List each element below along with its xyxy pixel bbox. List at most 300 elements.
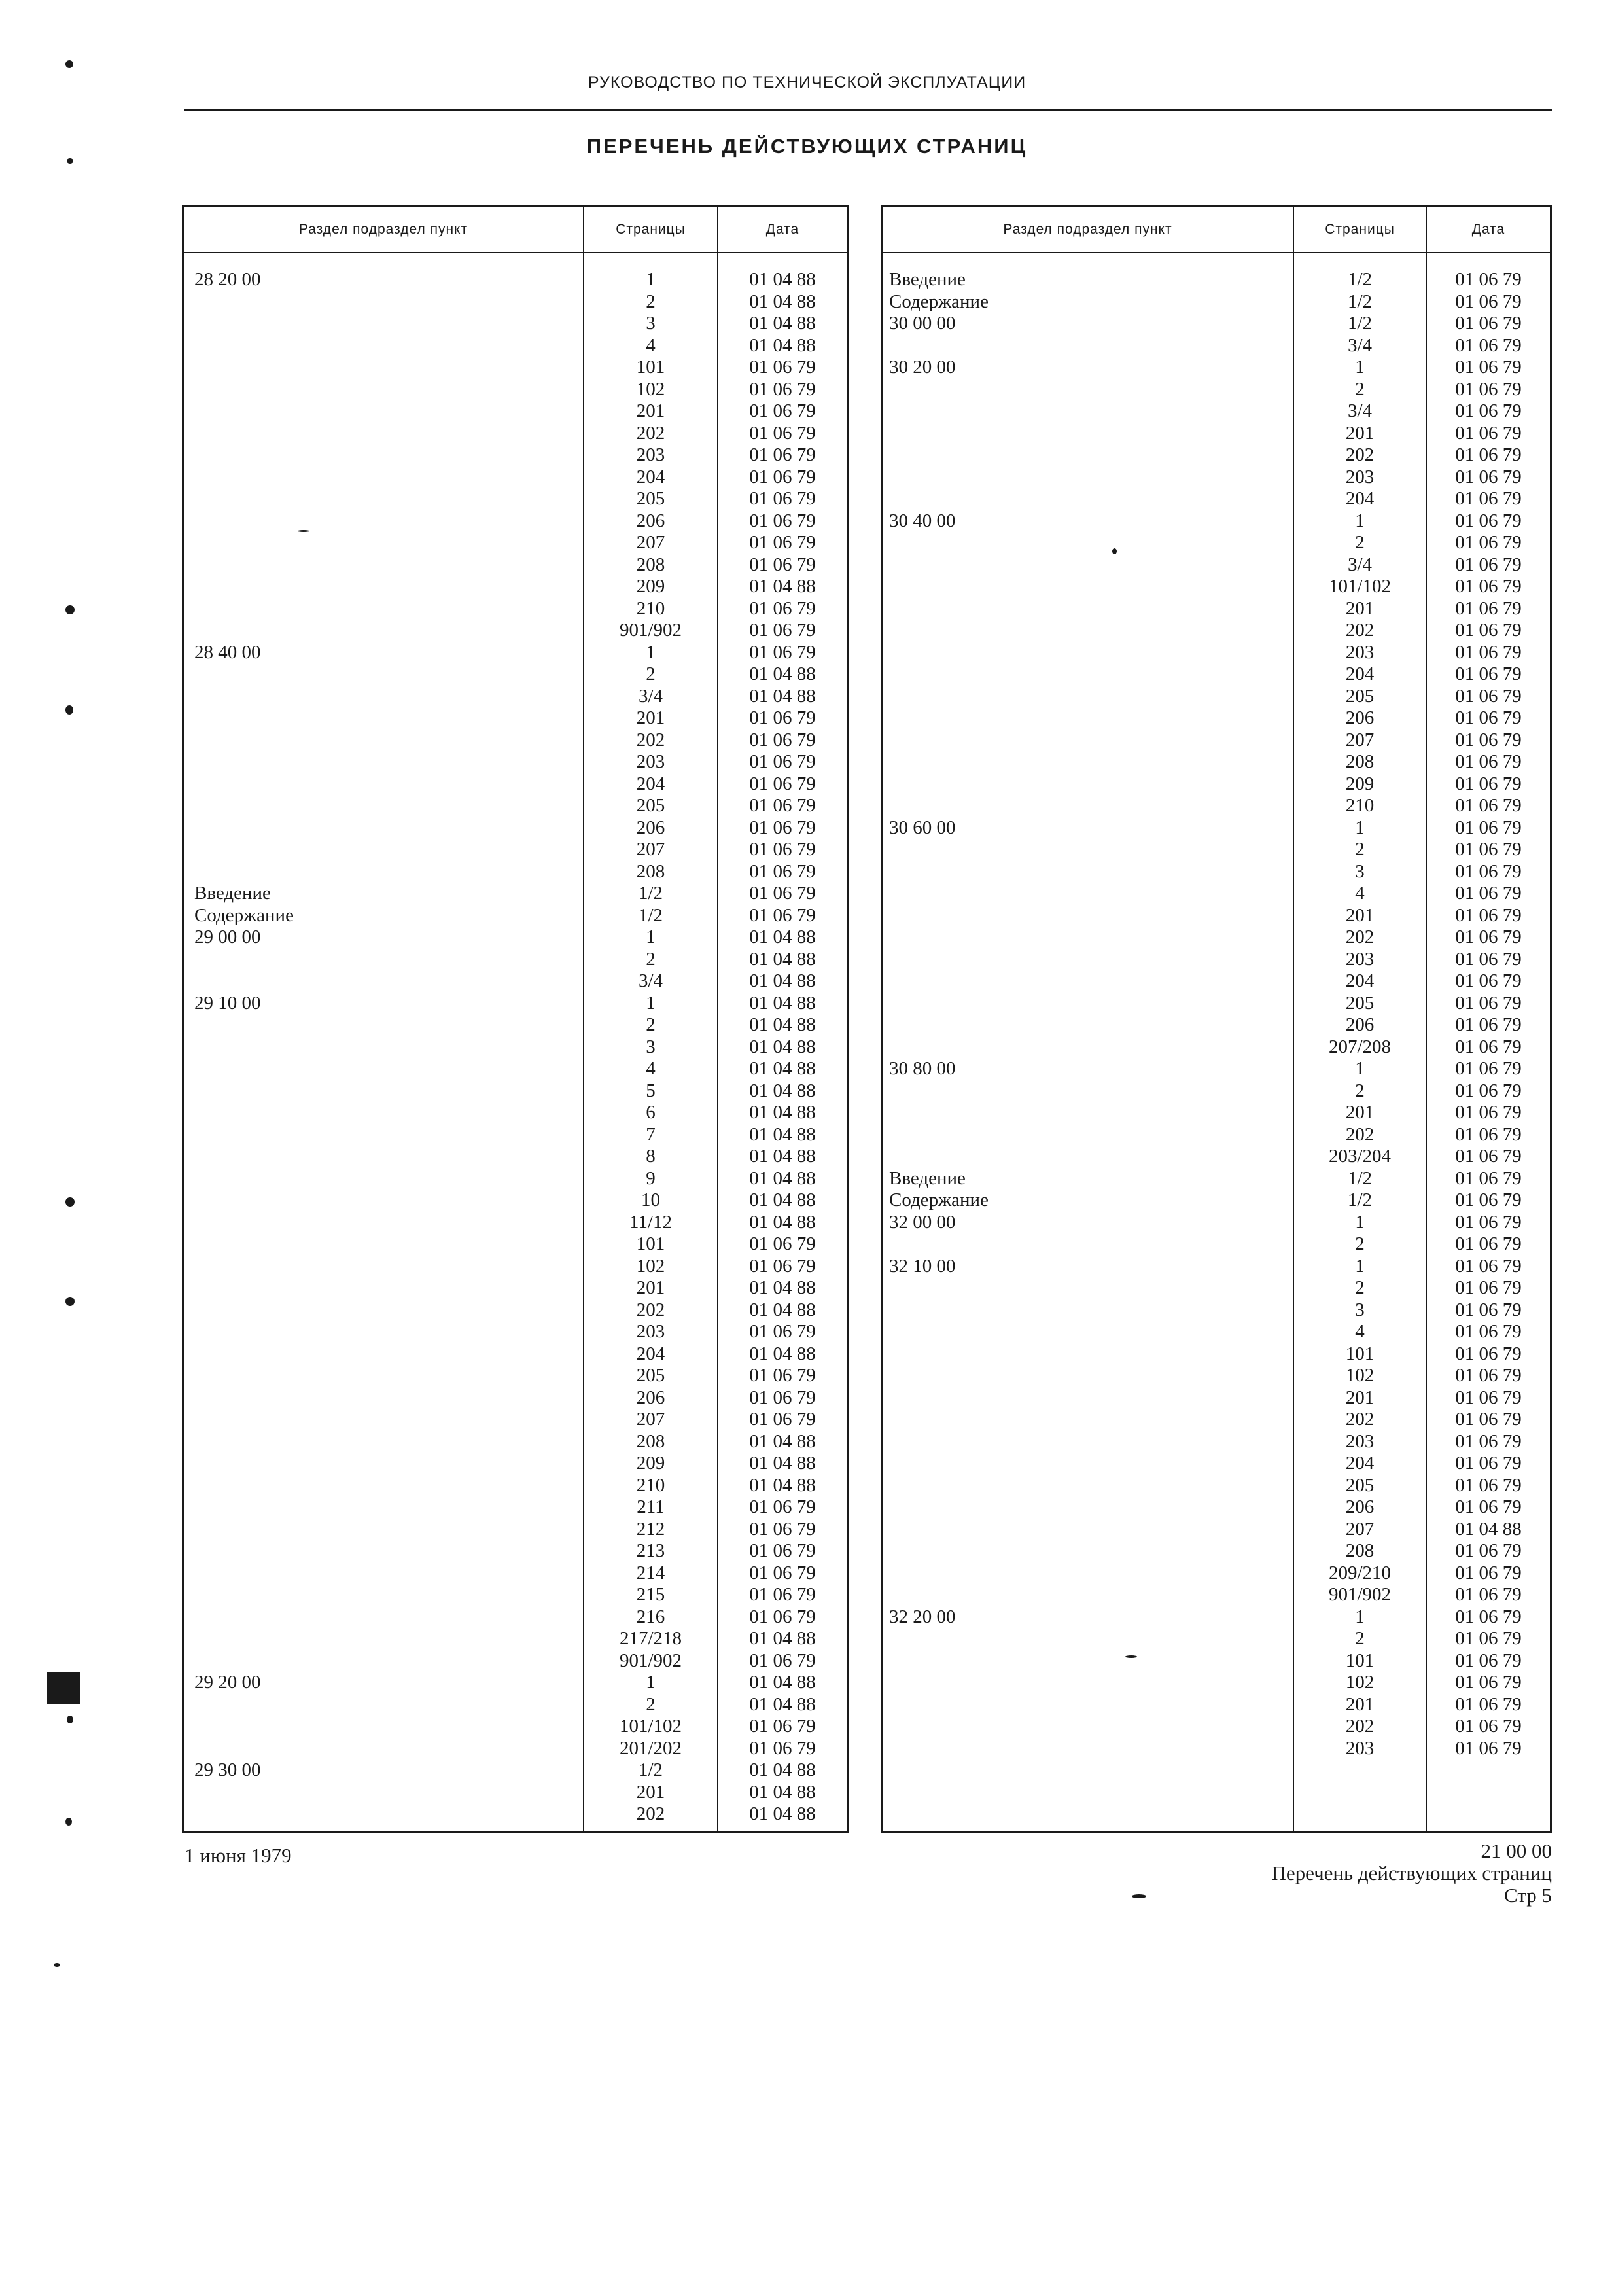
scan-mark [47, 1672, 80, 1704]
date-cell: 01 06 79 [1455, 795, 1522, 816]
table-row [184, 1277, 847, 1299]
table-row [883, 1387, 1550, 1409]
table-row [883, 488, 1550, 510]
date-cell: 01 06 79 [1455, 1080, 1522, 1101]
date-cell: 01 04 88 [749, 576, 816, 597]
date-cell: 01 06 79 [749, 1321, 816, 1342]
table-row [883, 817, 1550, 839]
date-cell: 01 06 79 [1455, 1146, 1522, 1167]
left-pages-table [182, 205, 849, 1833]
date-cell: 01 06 79 [749, 1386, 816, 1408]
table-row [883, 730, 1550, 752]
date-cell: 01 06 79 [1455, 817, 1522, 838]
footer-chapter: 21 00 00 [1481, 1839, 1552, 1862]
date-cell: 01 04 88 [749, 663, 816, 684]
table-row [184, 795, 847, 817]
date-cell: 01 06 79 [1455, 444, 1522, 465]
date-cell: 01 06 79 [749, 1409, 816, 1430]
date-cell: 01 06 79 [1455, 729, 1522, 751]
pages-cell: 217/218 [619, 1628, 682, 1649]
date-cell: 01 06 79 [1455, 466, 1522, 487]
date-cell: 01 04 88 [749, 1672, 816, 1693]
pages-cell: 4 [1355, 883, 1365, 904]
table-row [184, 379, 847, 401]
table-row [184, 1540, 847, 1563]
date-cell: 01 06 79 [749, 554, 816, 575]
table-row [184, 357, 847, 379]
pages-cell: 202 [636, 422, 665, 444]
table-row [184, 423, 847, 445]
pages-cell: 206 [636, 1386, 665, 1408]
scan-mark [65, 1297, 75, 1306]
table-row [184, 730, 847, 752]
scan-mark [1112, 548, 1117, 554]
pages-cell: 201 [1345, 1102, 1375, 1123]
scan-mark [67, 158, 73, 164]
pages-cell: 3 [646, 313, 656, 334]
table-row [184, 1431, 847, 1453]
date-cell: 01 06 79 [1455, 554, 1522, 575]
table-row [883, 1146, 1550, 1168]
table-row [883, 1058, 1550, 1080]
date-cell: 01 06 79 [749, 795, 816, 816]
date-cell: 01 06 79 [1455, 641, 1522, 663]
pages-cell: 206 [636, 817, 665, 838]
pages-cell: 205 [1345, 685, 1375, 707]
date-cell: 01 04 88 [749, 1080, 816, 1101]
table-row [184, 1256, 847, 1278]
table-row [883, 1475, 1550, 1497]
date-cell: 01 06 79 [749, 1716, 816, 1737]
date-cell: 01 06 79 [1455, 860, 1522, 882]
right-table-body [883, 269, 1550, 1759]
table-row [883, 1584, 1550, 1606]
pages-cell: 102 [1345, 1365, 1375, 1386]
table-row [184, 1124, 847, 1146]
pages-cell: 901/902 [619, 620, 682, 641]
table-row [184, 883, 847, 905]
pages-cell: 901/902 [619, 1650, 682, 1671]
date-cell: 01 06 79 [1455, 1650, 1522, 1671]
table-row [184, 1387, 847, 1409]
date-cell: 01 06 79 [1455, 1014, 1522, 1035]
table-row [184, 291, 847, 313]
table-row [184, 444, 847, 467]
page-heading: ПЕРЕЧЕНЬ ДЕЙСТВУЮЩИХ СТРАНИЦ [586, 135, 1028, 158]
table-row [883, 291, 1550, 313]
date-cell: 01 06 79 [749, 1233, 816, 1254]
column-header-pages: Страницы [616, 222, 686, 237]
pages-cell: 2 [1355, 532, 1365, 553]
date-cell: 01 06 79 [749, 510, 816, 531]
section-cell: 28 40 00 [194, 641, 261, 663]
table-row [883, 949, 1550, 971]
pages-cell: 9 [646, 1167, 656, 1189]
footer-section-title: Перечень действующих страниц [1271, 1862, 1552, 1884]
date-cell: 01 06 79 [749, 839, 816, 860]
date-cell: 01 06 79 [1455, 1123, 1522, 1145]
table-row [883, 444, 1550, 467]
table-header-row [184, 207, 847, 253]
section-cell: 29 30 00 [194, 1759, 261, 1780]
table-row [184, 532, 847, 554]
pages-cell: 205 [1345, 992, 1375, 1014]
scan-mark [65, 1197, 75, 1207]
table-row [184, 1409, 847, 1431]
table-row [883, 1212, 1550, 1234]
pages-cell: 208 [1345, 1540, 1375, 1561]
pages-cell: 207 [636, 532, 665, 553]
table-row [184, 269, 847, 291]
pages-cell: 206 [636, 510, 665, 531]
table-row [184, 1321, 847, 1343]
pages-cell: 212 [636, 1518, 665, 1540]
pages-cell: 2 [646, 1693, 656, 1715]
date-cell: 01 06 79 [1455, 839, 1522, 860]
column-header-date: Дата [765, 222, 799, 237]
table-row [184, 467, 847, 489]
pages-cell: 101 [636, 1233, 665, 1254]
pages-cell: 2 [1355, 1628, 1365, 1649]
date-cell: 01 04 88 [749, 1343, 816, 1364]
date-cell: 01 06 79 [1455, 488, 1522, 509]
pages-cell: 204 [1345, 488, 1375, 509]
pages-cell: 11/12 [629, 1211, 672, 1233]
scan-mark [67, 1716, 73, 1723]
date-cell: 01 06 79 [1455, 269, 1522, 290]
pages-cell: 203 [636, 444, 665, 465]
pages-cell: 205 [636, 1365, 665, 1386]
date-cell: 01 04 88 [749, 1190, 816, 1210]
date-cell: 01 06 79 [749, 1365, 816, 1386]
pages-cell: 101 [1345, 1650, 1375, 1671]
date-cell: 01 06 79 [1455, 1737, 1522, 1759]
table-row [184, 707, 847, 730]
table-row [184, 1475, 847, 1497]
pages-cell: 3 [646, 1036, 656, 1057]
table-row [184, 400, 847, 423]
table-row [184, 773, 847, 796]
date-cell: 01 06 79 [1455, 1693, 1522, 1715]
pages-cell: 204 [1345, 663, 1375, 684]
date-cell: 01 06 79 [1455, 1277, 1522, 1298]
date-cell: 01 06 79 [1455, 1496, 1522, 1517]
pages-cell: 205 [636, 488, 665, 509]
date-cell: 01 06 79 [749, 1584, 816, 1605]
table-row [184, 1343, 847, 1366]
date-cell: 01 06 79 [1455, 1190, 1522, 1210]
date-cell: 01 06 79 [749, 422, 816, 444]
table-row [883, 1080, 1550, 1103]
date-cell: 01 04 88 [749, 1474, 816, 1496]
date-cell: 01 06 79 [1455, 1211, 1522, 1233]
date-cell: 01 06 79 [749, 707, 816, 728]
date-cell: 01 06 79 [1455, 291, 1522, 312]
table-row [184, 1716, 847, 1738]
section-cell: 29 20 00 [194, 1672, 261, 1693]
date-cell: 01 06 79 [1455, 357, 1522, 378]
header-rule [184, 109, 1552, 111]
table-row [883, 269, 1550, 291]
pages-cell: 101 [1345, 1343, 1375, 1364]
date-cell: 01 06 79 [1455, 576, 1522, 597]
pages-cell: 209 [636, 576, 665, 597]
table-row [184, 1365, 847, 1387]
table-row [184, 751, 847, 773]
date-cell: 01 06 79 [749, 860, 816, 882]
pages-cell: 8 [646, 1146, 656, 1167]
pages-cell: 203 [1345, 1430, 1375, 1452]
pages-cell: 213 [636, 1540, 665, 1561]
pages-cell: 101/102 [1328, 576, 1392, 597]
pages-cell: 1 [1355, 817, 1365, 838]
pages-cell: 201 [1345, 1386, 1375, 1408]
date-cell: 01 06 79 [1455, 904, 1522, 926]
date-cell: 01 04 88 [749, 1277, 816, 1298]
date-cell: 01 06 79 [1455, 773, 1522, 794]
table-row [883, 1738, 1550, 1760]
pages-cell: 204 [1345, 1453, 1375, 1474]
date-cell: 01 06 79 [749, 1606, 816, 1627]
date-cell: 01 04 88 [749, 313, 816, 334]
table-row [184, 576, 847, 598]
pages-cell: 1 [1355, 1606, 1365, 1627]
date-cell: 01 06 79 [749, 1737, 816, 1759]
table-row [883, 773, 1550, 796]
date-cell: 01 06 79 [749, 773, 816, 794]
date-cell: 01 06 79 [1455, 313, 1522, 334]
pages-cell: 1/2 [1347, 291, 1373, 312]
date-cell: 01 04 88 [749, 1299, 816, 1320]
pages-cell: 2 [646, 948, 656, 970]
date-cell: 01 04 88 [749, 1102, 816, 1123]
table-row [883, 993, 1550, 1015]
date-cell: 01 06 79 [749, 488, 816, 509]
scan-mark [1125, 1655, 1137, 1658]
date-cell: 01 06 79 [1455, 1409, 1522, 1430]
date-cell: 01 04 88 [749, 1123, 816, 1145]
table-row [184, 1190, 847, 1212]
date-cell: 01 06 79 [1455, 1628, 1522, 1649]
pages-cell: 3/4 [1347, 334, 1373, 356]
table-row [184, 335, 847, 357]
pages-cell: 1/2 [1347, 269, 1373, 290]
date-cell: 01 04 88 [749, 1014, 816, 1035]
pages-cell: 210 [636, 597, 665, 619]
pages-cell: 2 [646, 663, 656, 684]
pages-cell: 3 [1355, 860, 1365, 882]
table-row [883, 1190, 1550, 1212]
pages-cell: 208 [636, 860, 665, 882]
table-row [883, 1124, 1550, 1146]
section-cell: Введение [194, 883, 271, 904]
scan-mark [298, 530, 309, 532]
table-row [883, 839, 1550, 861]
pages-cell: 201 [1345, 422, 1375, 444]
pages-cell: 207 [1345, 729, 1375, 751]
pages-cell: 201 [1345, 1693, 1375, 1715]
table-row [184, 488, 847, 510]
pages-cell: 201/202 [619, 1737, 682, 1759]
table-row [184, 1738, 847, 1760]
section-cell: 30 00 00 [889, 313, 956, 334]
pages-cell: 203 [636, 751, 665, 772]
date-cell: 01 06 79 [749, 444, 816, 465]
pages-cell: 1 [646, 992, 656, 1014]
table-row [883, 1606, 1550, 1629]
pages-cell: 2 [1355, 839, 1365, 860]
pages-cell: 10 [641, 1190, 660, 1210]
table-row [883, 1694, 1550, 1716]
table-row [883, 642, 1550, 664]
date-cell: 01 06 79 [1455, 1606, 1522, 1627]
table-row [184, 839, 847, 861]
table-row [184, 817, 847, 839]
table-row [883, 1365, 1550, 1387]
pages-cell: 205 [1345, 1474, 1375, 1496]
table-row [184, 970, 847, 993]
table-row [883, 1716, 1550, 1738]
date-cell: 01 06 79 [1455, 948, 1522, 970]
date-cell: 01 06 79 [1455, 1540, 1522, 1561]
date-cell: 01 06 79 [749, 1518, 816, 1540]
table-row [184, 1606, 847, 1629]
table-row [184, 663, 847, 686]
table-row [184, 949, 847, 971]
date-cell: 01 04 88 [749, 1211, 816, 1233]
pages-cell: 102 [1345, 1672, 1375, 1693]
date-cell: 01 06 79 [1455, 1167, 1522, 1189]
table-row [883, 1299, 1550, 1322]
section-cell: Содержание [889, 1190, 989, 1210]
table-row [883, 1563, 1550, 1585]
section-cell: Содержание [889, 291, 989, 312]
pages-cell: 204 [636, 773, 665, 794]
pages-cell: 203 [1345, 1737, 1375, 1759]
table-row [184, 1563, 847, 1585]
pages-cell: 201 [636, 1781, 665, 1803]
table-row [184, 1759, 847, 1782]
table-row [883, 1102, 1550, 1124]
table-row [184, 1233, 847, 1256]
date-cell: 01 06 79 [749, 1496, 816, 1517]
scan-mark [1132, 1894, 1146, 1898]
table-row [883, 1453, 1550, 1475]
pages-cell: 4 [1355, 1321, 1365, 1342]
date-cell: 01 04 88 [749, 334, 816, 356]
date-cell: 01 06 79 [1455, 1321, 1522, 1342]
pages-cell: 206 [1345, 1014, 1375, 1035]
column-header-section: Раздел подраздел пункт [298, 222, 468, 237]
date-cell: 01 04 88 [749, 685, 816, 707]
pages-cell: 2 [1355, 1080, 1365, 1101]
pages-cell: 201 [636, 400, 665, 421]
pages-cell: 206 [1345, 707, 1375, 728]
table-row [184, 1519, 847, 1541]
pages-cell: 214 [636, 1562, 665, 1583]
pages-cell: 1/2 [1347, 1190, 1373, 1210]
pages-cell: 901/902 [1328, 1584, 1392, 1605]
pages-cell: 1/2 [638, 904, 663, 926]
pages-cell: 1 [646, 927, 656, 947]
table-row [883, 1168, 1550, 1190]
date-cell: 01 06 79 [749, 532, 816, 553]
table-row [883, 1343, 1550, 1366]
pages-cell: 204 [636, 466, 665, 487]
section-cell: 32 20 00 [889, 1606, 956, 1627]
pages-cell: 207 [636, 839, 665, 860]
pages-cell: 207 [636, 1409, 665, 1430]
table-row [883, 1277, 1550, 1299]
date-cell: 01 06 79 [1455, 1672, 1522, 1693]
date-cell: 01 04 88 [749, 1430, 816, 1452]
section-cell: 29 00 00 [194, 927, 261, 947]
scan-mark [65, 60, 73, 68]
table-row [184, 686, 847, 708]
date-cell: 01 06 79 [1455, 1453, 1522, 1474]
table-row [883, 1519, 1550, 1541]
pages-cell: 3/4 [1347, 400, 1373, 421]
running-title: РУКОВОДСТВО ПО ТЕХНИЧЕСКОЙ ЭКСПЛУАТАЦИИ [588, 73, 1026, 92]
pages-cell: 1 [1355, 1255, 1365, 1277]
footer-page-number: Стр 5 [1504, 1884, 1552, 1907]
date-cell: 01 04 88 [749, 1058, 816, 1079]
pages-cell: 1/2 [638, 883, 663, 904]
table-row [883, 554, 1550, 576]
date-cell: 01 04 88 [749, 992, 816, 1014]
pages-cell: 7 [646, 1123, 656, 1145]
date-cell: 01 04 88 [1455, 1518, 1522, 1540]
table-row [883, 751, 1550, 773]
date-cell: 01 06 79 [749, 1562, 816, 1583]
date-cell: 01 06 79 [1455, 1365, 1522, 1386]
table-row [883, 663, 1550, 686]
section-cell: Содержание [194, 904, 294, 926]
table-row [883, 1233, 1550, 1256]
pages-cell: 101 [636, 357, 665, 378]
table-row [883, 1650, 1550, 1672]
table-row [184, 1014, 847, 1036]
pages-cell: 2 [1355, 1233, 1365, 1254]
date-cell: 01 04 88 [749, 1167, 816, 1189]
scan-mark [65, 1818, 72, 1826]
pages-cell: 211 [637, 1496, 665, 1517]
date-cell: 01 06 79 [749, 1255, 816, 1277]
pages-cell: 203 [1345, 641, 1375, 663]
date-cell: 01 04 88 [749, 927, 816, 947]
pages-cell: 201 [1345, 904, 1375, 926]
date-cell: 01 06 79 [749, 751, 816, 772]
pages-cell: 1 [1355, 357, 1365, 378]
date-cell: 01 04 88 [749, 1781, 816, 1803]
table-row [883, 467, 1550, 489]
date-cell: 01 04 88 [749, 948, 816, 970]
table-row [883, 707, 1550, 730]
table-header-row [883, 207, 1550, 253]
pages-cell: 2 [1355, 1277, 1365, 1298]
date-cell: 01 04 88 [749, 1453, 816, 1474]
pages-cell: 203 [1345, 948, 1375, 970]
pages-cell: 4 [646, 334, 656, 356]
date-cell: 01 06 79 [1455, 620, 1522, 641]
date-cell: 01 06 79 [1455, 1584, 1522, 1605]
pages-cell: 2 [1355, 378, 1365, 400]
table-row [184, 1584, 847, 1606]
date-cell: 01 06 79 [749, 400, 816, 421]
date-cell: 01 06 79 [1455, 1562, 1522, 1583]
table-row [184, 905, 847, 927]
scan-mark [65, 605, 75, 614]
